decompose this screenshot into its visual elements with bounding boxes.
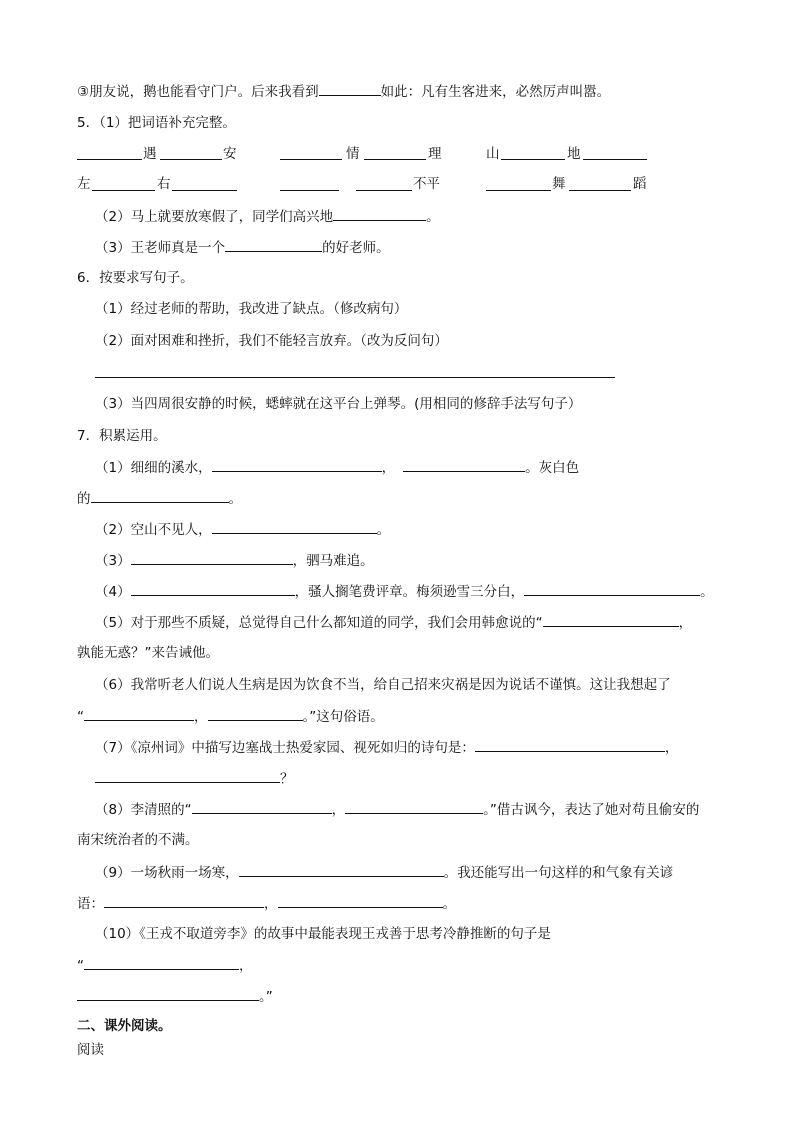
word-char: 理: [428, 146, 442, 162]
q7-item-4: （4） ，骚人搁笔费评章。梅须逊雪三分白， 。: [95, 584, 714, 600]
q7-item-10-cont: “ ，: [77, 958, 253, 974]
answer-blank[interactable]: [77, 159, 142, 160]
q7-item-6-cont: “ ， 。”这句俗语。: [77, 709, 384, 725]
answer-blank[interactable]: [501, 159, 565, 160]
answer-blank[interactable]: [192, 800, 332, 814]
answer-blank[interactable]: [77, 987, 259, 1001]
q6-title: 6．按要求写句子。: [77, 270, 194, 286]
answer-blank[interactable]: [225, 238, 322, 252]
answer-blank[interactable]: [131, 551, 293, 565]
answer-blank[interactable]: [319, 82, 381, 96]
answer-blank[interactable]: [239, 863, 444, 877]
q7-item-10-cont2: 。”: [77, 987, 273, 1006]
q5-title: 5．（1）把词语补充完整。: [77, 115, 236, 131]
answer-line[interactable]: [95, 377, 615, 378]
answer-blank[interactable]: [280, 159, 342, 160]
q7-item-5-cont: 孰能无惑？”来告诫他。: [77, 645, 219, 661]
answer-blank[interactable]: [91, 489, 229, 503]
word-char: 情: [346, 146, 360, 162]
answer-blank[interactable]: [583, 159, 647, 160]
q7-item-5: （5）对于那些不质疑，总觉得自己什么都知道的同学，我们会用韩愈说的“ ，: [95, 615, 693, 631]
answer-blank[interactable]: [280, 190, 339, 191]
answer-blank[interactable]: [569, 190, 631, 191]
q7-item-2: （2）空山不见人， 。: [95, 522, 391, 538]
answer-blank[interactable]: [212, 458, 382, 472]
answer-blank[interactable]: [95, 769, 280, 783]
q7-item-7-cont: ？: [95, 769, 294, 788]
section-2-subheading: 阅读: [77, 1042, 104, 1058]
answer-blank[interactable]: [345, 800, 483, 814]
word-char: 山: [486, 146, 500, 162]
q7-item-7: （7）《凉州词》中描写边塞战士热爱家园、视死如归的诗句是： ，: [95, 740, 679, 756]
answer-blank[interactable]: [208, 707, 303, 721]
word-char: 左: [77, 176, 91, 192]
q7-item-10: （10）《王戎不取道旁李》的故事中最能表现王戎善于思考冷静推断的句子是: [95, 926, 551, 942]
q7-item-6: （6）我常听老人们说人生病是因为饮食不当，给自己招来灾祸是因为说话不谨慎。这让我想起了: [95, 677, 671, 693]
answer-blank[interactable]: [104, 894, 264, 908]
q7-item-8: （8）李清照的“ ， 。”借古讽今，表达了她对苟且偷安的: [95, 802, 700, 818]
answer-blank[interactable]: [356, 190, 412, 191]
q7-title: 7．积累运用。: [77, 428, 167, 444]
answer-blank[interactable]: [84, 707, 194, 721]
answer-blank[interactable]: [92, 190, 155, 191]
q7-item-9: （9）一场秋雨一场寒， 。我还能写出一句这样的和气象有关谚: [95, 865, 674, 881]
word-char: 不平: [413, 176, 440, 192]
word-char: 右: [157, 176, 171, 192]
word-char: 地: [567, 146, 581, 162]
answer-blank[interactable]: [333, 207, 426, 221]
q7-item-1: （1）细细的溪水， ， 。灰白色: [95, 460, 580, 476]
section-2-heading: 二、课外阅读。: [77, 1018, 172, 1034]
answer-blank[interactable]: [403, 458, 525, 472]
answer-blank[interactable]: [543, 613, 679, 627]
answer-blank[interactable]: [172, 190, 237, 191]
q7-item-3: （3） ，驷马难追。: [95, 553, 374, 569]
answer-blank[interactable]: [475, 738, 665, 752]
q5-part2: （2）马上就要放寒假了，同学们高兴地 。: [95, 209, 440, 225]
answer-blank[interactable]: [131, 582, 295, 596]
answer-blank[interactable]: [278, 894, 443, 908]
answer-blank[interactable]: [524, 582, 700, 596]
word-char: 舞: [552, 176, 566, 192]
word-char: 安: [223, 146, 237, 162]
answer-blank[interactable]: [212, 520, 377, 534]
answer-blank[interactable]: [364, 159, 426, 160]
answer-blank[interactable]: [160, 159, 222, 160]
q6-sentence-1: （1）经过老师的帮助，我改进了缺点。（修改病句）: [95, 301, 408, 317]
word-char: 遇: [143, 146, 157, 162]
q4-text: ③朋友说，鹅也能看守门户。后来我看到: [77, 84, 319, 100]
answer-blank[interactable]: [486, 190, 551, 191]
q5-part3: （3）王老师真是一个 的好老师。: [95, 240, 390, 256]
answer-blank[interactable]: [84, 956, 239, 970]
word-char: 蹈: [633, 176, 647, 192]
q7-item-8-cont: 南宋统治者的不满。: [77, 832, 199, 848]
q4-line: [77, 82, 610, 101]
q7-item-9-cont: 语： ， 。: [77, 896, 456, 912]
q6-sentence-3: （3）当四周很安静的时候，蟋蟀就在这平台上弹琴。(用相同的修辞手法写句子）: [95, 396, 582, 412]
q6-sentence-2: （2）面对困难和挫折，我们不能轻言放弃。（改为反问句）: [95, 333, 448, 349]
q7-item-1-cont: 的 。: [77, 491, 242, 507]
q4-text-tail: 如此：凡有生客进来，必然厉声叫嚣。: [380, 84, 611, 100]
